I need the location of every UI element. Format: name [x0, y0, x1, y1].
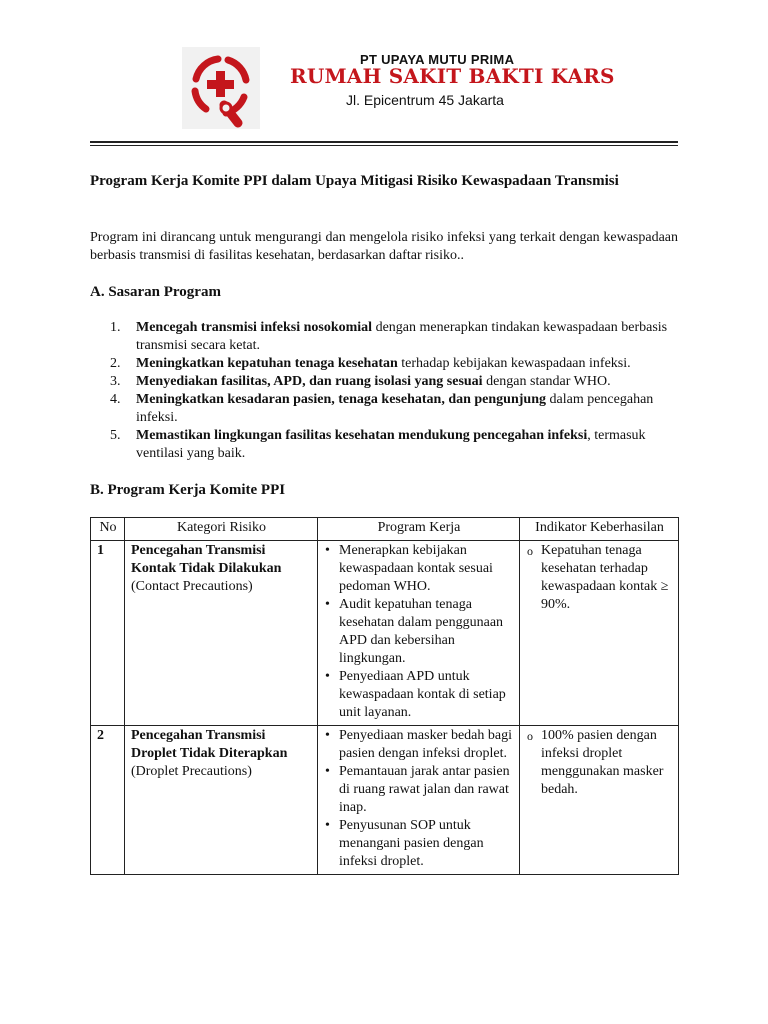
header-indikator: Indikator Keberhasilan	[520, 518, 679, 541]
hospital-address: Jl. Epicentrum 45 Jakarta	[346, 92, 504, 108]
row-no: 2	[91, 726, 125, 875]
header-rule-thick	[90, 141, 678, 143]
table-header-row	[91, 518, 679, 541]
hospital-name: RUMAH SAKIT BAKTI KARS	[290, 64, 615, 88]
row-programs	[318, 726, 520, 875]
company-name: PT UPAYA MUTU PRIMA	[360, 52, 515, 67]
list-item: • Penyediaan masker bedah bagi pasien dengan infeksi droplet.	[324, 727, 514, 763]
row-category: Pencegahan Transmisi Kontak Tidak Dilakukan (Contact Precautions)	[125, 541, 318, 726]
row-no: 1	[91, 541, 125, 726]
list-item: • Penyediaan APD untuk kewaspadaan kontak di setiap unit layanan.	[324, 668, 514, 722]
risk-program-table	[90, 517, 679, 875]
row-indicators	[520, 726, 679, 875]
hospital-cross-magnifier-icon	[182, 47, 260, 129]
header-program: Program Kerja	[318, 518, 520, 541]
row-programs	[318, 541, 520, 726]
list-item: o Kepatuhan tenaga kesehatan terhadap kewaspadaan kontak ≥ 90%.	[526, 542, 673, 614]
list-item: 4. Meningkatkan kesadaran pasien, tenaga kesehatan, dan pengunjung dalam pencegahan infeksi.	[110, 392, 654, 425]
list-item: • Audit kepatuhan tenaga kesehatan dalam penggunaan APD dan kebersihan lingkungan.	[324, 596, 514, 668]
header-rule-thin	[90, 145, 678, 146]
section-a-heading: A. Sasaran Program	[90, 284, 221, 300]
list-item: • Menerapkan kebijakan kewaspadaan kontak sesuai pedoman WHO.	[324, 542, 514, 596]
list-item: • Pemantauan jarak antar pasien di ruang rawat jalan dan rawat inap.	[324, 763, 514, 817]
goals-list	[110, 319, 670, 463]
header-kategori: Kategori Risiko	[125, 518, 318, 541]
list-item: 2. Meningkatkan kepatuhan tenaga kesehatan terhadap kebijakan kewaspadaan infeksi.	[110, 356, 631, 371]
header-no: No	[91, 518, 125, 541]
row-category: Pencegahan Transmisi Droplet Tidak Diterapkan (Droplet Precautions)	[125, 726, 318, 875]
list-item: 5. Memastikan lingkungan fasilitas kesehatan mendukung pencegahan infeksi, termasuk ventilasi yang baik.	[110, 428, 646, 461]
intro-paragraph: Program ini dirancang untuk mengurangi dan mengelola risiko infeksi yang terkait dengan kewaspadaan berbasis transmisi di fasilitas kesehatan, berdasarkan daftar risiko..	[90, 230, 678, 263]
list-item: • Penyusunan SOP untuk menangani pasien dengan infeksi droplet.	[324, 817, 514, 871]
list-item: 3. Menyediakan fasilitas, APD, dan ruang isolasi yang sesuai dengan standar WHO.	[110, 374, 611, 389]
section-b-heading: B. Program Kerja Komite PPI	[90, 482, 286, 498]
table-row	[91, 541, 679, 726]
list-item: 1. Mencegah transmisi infeksi nosokomial dengan menerapkan tindakan kewaspadaan berbasis transmisi secara ketat.	[110, 320, 668, 353]
table-row	[91, 726, 679, 875]
row-indicators	[520, 541, 679, 726]
list-item: o 100% pasien dengan infeksi droplet menggunakan masker bedah.	[526, 727, 673, 799]
document-title: Program Kerja Komite PPI dalam Upaya Mitigasi Risiko Kewaspadaan Transmisi	[90, 173, 619, 189]
hospital-logo	[182, 47, 260, 129]
